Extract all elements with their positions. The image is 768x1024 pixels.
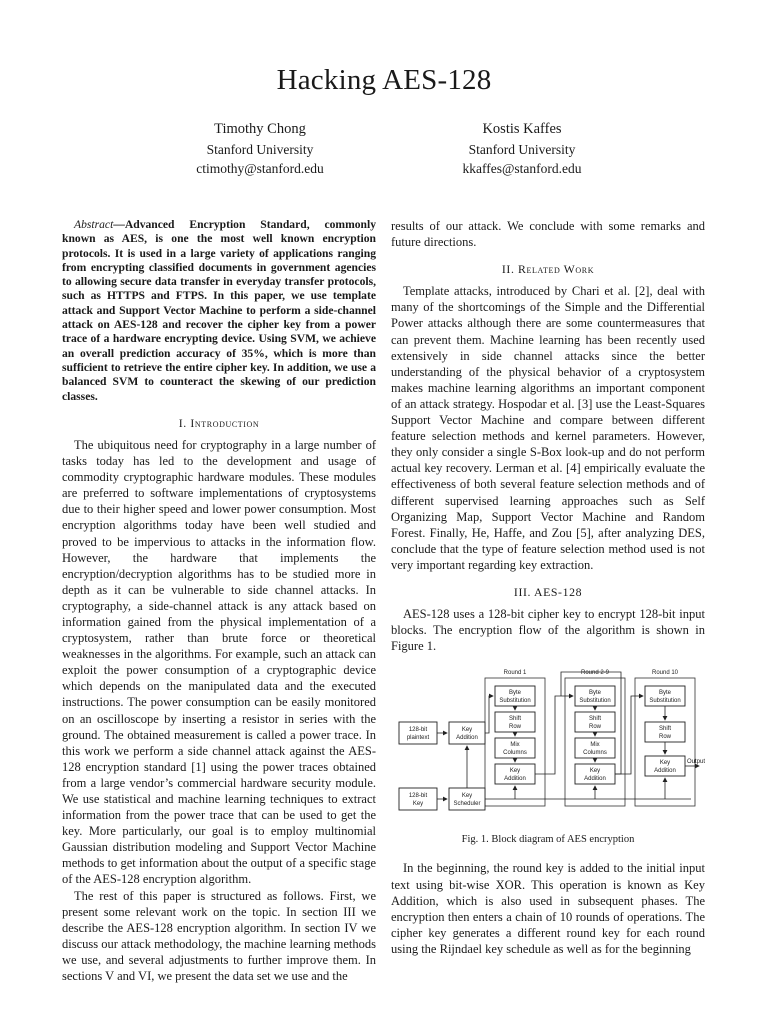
section-heading-related-work: II. Related Work xyxy=(501,262,595,277)
arrow-r1-to-r29 xyxy=(535,696,573,774)
label-plain-2: plaintext xyxy=(406,735,430,742)
author-block-2 xyxy=(402,120,642,178)
abstract-lead: Abstract xyxy=(74,218,114,231)
label-r29-ka-2: Addition xyxy=(584,776,606,783)
label-r1-mc-1: Mix xyxy=(510,742,520,749)
author-name: Timothy Chong xyxy=(214,121,306,137)
left-column xyxy=(62,218,376,984)
right-column xyxy=(391,218,705,957)
section-heading-introduction: I. Introduction xyxy=(178,415,260,430)
arrow-r29-to-r10 xyxy=(615,696,643,774)
label-r10-bs-2: Substitution xyxy=(649,698,681,705)
intro-paragraph-2-continued: results of our attack. We conclude with some remarks and future directions. xyxy=(391,219,705,250)
related-work-paragraph: Template attacks, introduced by Chari et al. [2], deal with many of the shortcomings of the Simple and the Differential Power attacks although there are some countermeasures that can prevent them. Machine learning has been recently used extensively in side channel attacks since the better understanding of the physical behavior of a cryptosystem makes machine learning algorithms an important component of an attack strategy. Hospodar et al. [3] use the Least-Squares Support Vector Machine and compare between different feature selection methods and kernel parameters. However, they only consider a single S-Box look-up and do not perform actual key recovery. Lerman et al. [4] empirically evaluate the effectiveness of both several feature selection methods and of different supervised learning approaches such as Self Organizing Map, Support Vector Machine and Random Forest. Finally, He, Haffe, and Zou [5], after analyzing DES, conclude that the type of feature selection method used is not very important regarding key extraction. xyxy=(391,284,705,572)
label-r1-mc-2: Columns xyxy=(503,750,527,757)
label-r10-ka-2: Addition xyxy=(654,768,676,775)
label-ka0-2: Addition xyxy=(456,735,478,742)
label-sched-2: Scheduler xyxy=(453,801,481,808)
label-r1-bs-1: Byte xyxy=(508,690,522,697)
label-r10-sr-1: Shift xyxy=(658,726,672,733)
aes-block-diagram xyxy=(391,664,705,824)
label-round29: Round 2-9 xyxy=(580,670,610,677)
label-r1-bs-2: Substitution xyxy=(499,698,531,705)
abstract-text: —Advanced Encryption Standard, commonly known as AES, is one the most well known encryption protocols. It is used in a large variety of applications ranging from encrypting classified documents in government agencies to allowing secure data transfer in everyday transfer protocols, such as HTTPS and FTPS. In this paper, we use template attack and Support Vector Machine to perform a side-channel attack on AES-128 and recover the cipher key from a power trace of a hardware encrypting device. Using SVM, we achieve an overall prediction accuracy of 35%, which is more than sufficient to retrieve the entire cipher key. In addition, we use a balanced SVM to counteract the skewing of our prediction classes. xyxy=(62,218,376,403)
label-round10: Round 10 xyxy=(651,670,679,677)
arrow-to-round1 xyxy=(485,696,493,733)
label-r1-ka-2: Addition xyxy=(504,776,526,783)
label-key-2: Key xyxy=(412,801,424,808)
abstract xyxy=(62,218,376,404)
author-affiliation: Stanford University xyxy=(468,142,576,157)
figure-caption: Fig. 1. Block diagram of AES encryption xyxy=(461,834,635,846)
label-r1-sr-1: Shift xyxy=(508,716,522,723)
aes-diagram-svg xyxy=(391,664,705,824)
author-block-1 xyxy=(140,120,380,178)
label-r29-bs-2: Substitution xyxy=(579,698,611,705)
label-sched-1: Key xyxy=(461,793,473,800)
label-plain-1: 128-bit xyxy=(408,727,428,734)
section-heading-aes128: III. AES-128 xyxy=(513,584,583,599)
intro-paragraph-2: The rest of this paper is structured as follows. First, we present some relevant work on the topic. In section III we describe the AES-128 encryption algorithm. In section IV we discuss our attack methodology, the machine learning methods we use, and several adjustments to further improve them. In sections V and VI, we present the data set we use and the xyxy=(62,888,376,984)
label-r1-ka-1: Key xyxy=(509,768,521,775)
intro-paragraph-1: The ubiquitous need for cryptography in a large number of tasks today has led to the development and usage of commodity cryptographic hardware modules. These modules are preferred to software implementations of cryptosystems due to their higher speed and lower power consumption. Most encryption algorithms today have been well studied and proved to be impervious to attacks in the information flow. However, the hardware that implements the encryption/decryption algorithms has to be studied more in depth as it can be vulnerable to side channel attacks. In cryptography, a side-channel attack is any attack based on information gained from the physical implementation of a cryptosystem, rather than brute force or theoretical weaknesses in the algorithms. For example, such an attack can exploit the power consumption of a cryptographic device which depends on the manipulated data and the executed instructions. The power consumption can be easily monitored on an oscilloscope by inserting a resistor in series with the ground. The obtained measurement is called a power trace. In this work we perform a side channel attack against the AES-128 encryption standard [1] using the power traces obtained from a large vendor’s commercial hardware security module. We use statistical and machine learning techniques to extract information from the power trace that can be used to get the key. More particularly, our goal is to employ multinomial Gaussian distribution modeling and Support Vector Machine methods to get information about the output of a specific stage of the AES-128 encryption algorithm. xyxy=(62,437,376,887)
aes-paragraph-2: In the beginning, the round key is added to the initial input text using bit-wise XOR. This operation is known as Key Addition, which is also used in subsequent phases. The encryption then enters a chain of 10 rounds of operations. The cipher key generates a different round key for each round using the Rijndael key schedule as well as for the beginning xyxy=(391,861,705,956)
label-r29-bs-1: Byte xyxy=(588,690,602,697)
label-r1-sr-2: Row xyxy=(508,724,522,731)
label-round1: Round 1 xyxy=(503,670,527,677)
label-r10-bs-1: Byte xyxy=(658,690,672,697)
label-r29-sr-2: Row xyxy=(588,724,602,731)
label-ka0-1: Key xyxy=(461,727,473,734)
label-r29-ka-1: Key xyxy=(589,768,601,775)
label-r10-ka-1: Key xyxy=(659,760,671,767)
author-name: Kostis Kaffes xyxy=(482,121,562,137)
author-email: kkaffes@stanford.edu xyxy=(462,161,582,176)
label-key-1: 128-bit xyxy=(408,793,428,800)
author-affiliation: Stanford University xyxy=(206,142,314,157)
label-output: Output xyxy=(687,759,705,766)
aes-paragraph-1: AES-128 uses a 128-bit cipher key to encrypt 128-bit input blocks. The encryption flow of the algorithm is shown in Figure 1. xyxy=(391,607,705,654)
author-email: ctimothy@stanford.edu xyxy=(196,161,324,176)
label-r29-sr-1: Shift xyxy=(588,716,602,723)
label-r10-sr-2: Row xyxy=(658,734,672,741)
label-r29-mc-1: Mix xyxy=(590,742,600,749)
paper-title: Hacking AES-128 xyxy=(276,64,492,96)
label-r29-mc-2: Columns xyxy=(583,750,607,757)
